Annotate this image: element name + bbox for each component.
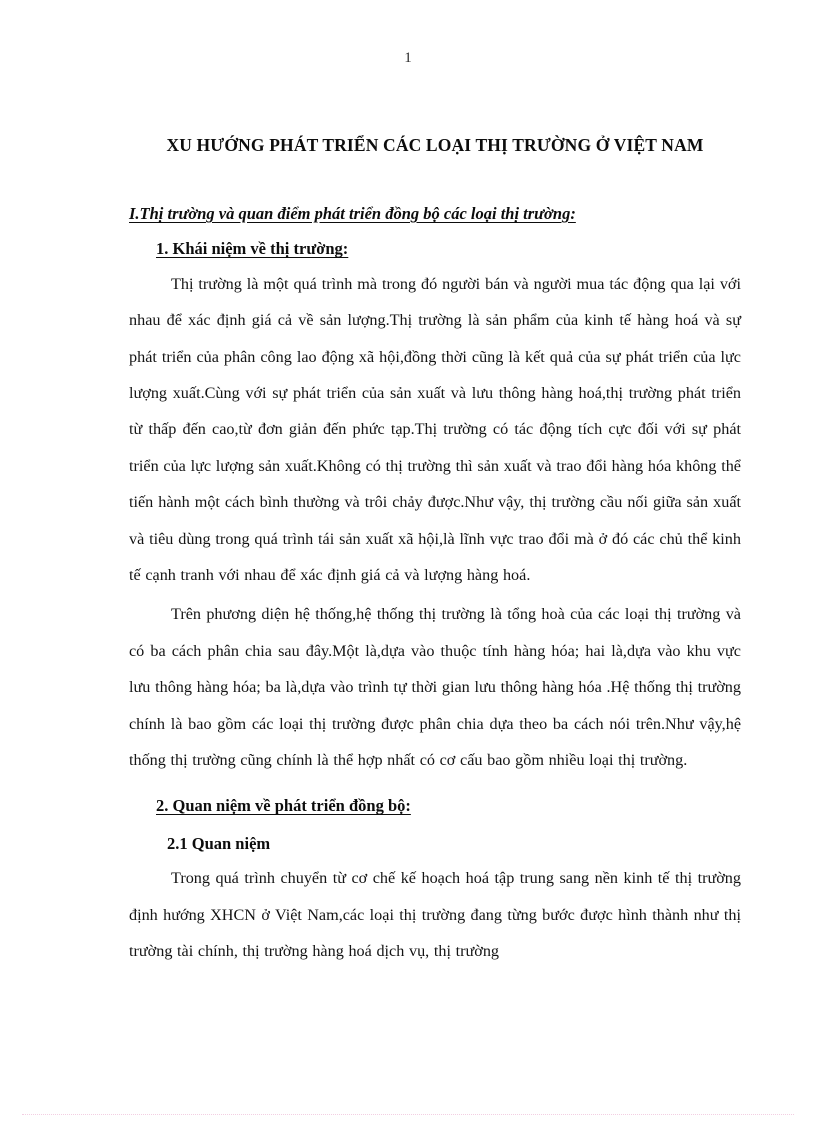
paragraph-market-system: Trên phương diện hệ thống,hệ thống thị trường là tổng hoà của các loại thị trường và có ba cách phân chia sau đây.Một là,dựa vào thuộc tính hàng hóa; hai là,dựa vào khu vực lưu thông hàng hóa; ba là,dựa vào trình tự thời gian lưu thông hàng hóa .Hệ thống thị trường chính là bao gồm các loại thị trường được phân chia dựa theo ba cách nói trên.Như vậy,hệ thống thị trường cũng chính là thể hợp nhất có cơ cấu bao gồm nhiều loại thị trường. bbox=[129, 605, 741, 770]
heading-1-khai-niem-ve-thi-truong: 1. Khái niệm về thị trường: bbox=[156, 239, 349, 259]
page-number: 1 bbox=[404, 50, 412, 66]
heading-2-1-quan-niem: 2.1 Quan niệm bbox=[167, 833, 271, 853]
paragraph-market-definition: Thị trường là một quá trình mà trong đó người bán và người mua tác động qua lại với nhau để xác định giá cả về sản lượng.Thị trường là sản phẩm của kinh tế hàng hoá và sự phát triển của phân công lao động xã hội,đồng thời cũng là kết quả của sự phát triển của lực lượng xuất.Cùng với sự phát triển của sản xuất và lưu thông hàng hoá,thị trường phát triển từ thấp đến cao,từ đơn giản đến phức tạp.Thị trường có tác động tích cực đối với sự phát triển của lực lượng sản xuất.Không có thị trường thì sản xuất và trao đổi hàng hóa không thể tiến hành một cách bình thường và trôi chảy được.Như vậy, thị trường cầu nối giữa sản xuất và tiêu dùng trong quá trình tái sản xuất xã hội,là lĩnh vực trao đổi mà ở đó các chủ thể kinh tế cạnh tranh với nhau để xác định giá cả và lượng hàng hoá. bbox=[129, 274, 741, 584]
paragraph-transition-economy: Trong quá trình chuyển từ cơ chế kế hoạch hoá tập trung sang nền kinh tế thị trường định hướng XHCN ở Việt Nam,các loại thị trường đang từng bước được hình thành như thị trường tài chính, thị trường hàng hoá dịch vụ, thị trường bbox=[129, 869, 741, 961]
section-heading-i: I.Thị trường và quan điểm phát triển đồng bộ các loại thị trường: bbox=[129, 203, 576, 223]
heading-2-quan-niem-ve-phat-trien-dong-bo: 2. Quan niệm về phát triển đồng bộ: bbox=[156, 796, 411, 816]
document-title: XU HƯỚNG PHÁT TRIỂN CÁC LOẠI THỊ TRƯỜNG Ở VIỆT NAM bbox=[166, 135, 704, 155]
page-bottom-rule bbox=[22, 1114, 794, 1116]
document-body bbox=[129, 135, 741, 970]
